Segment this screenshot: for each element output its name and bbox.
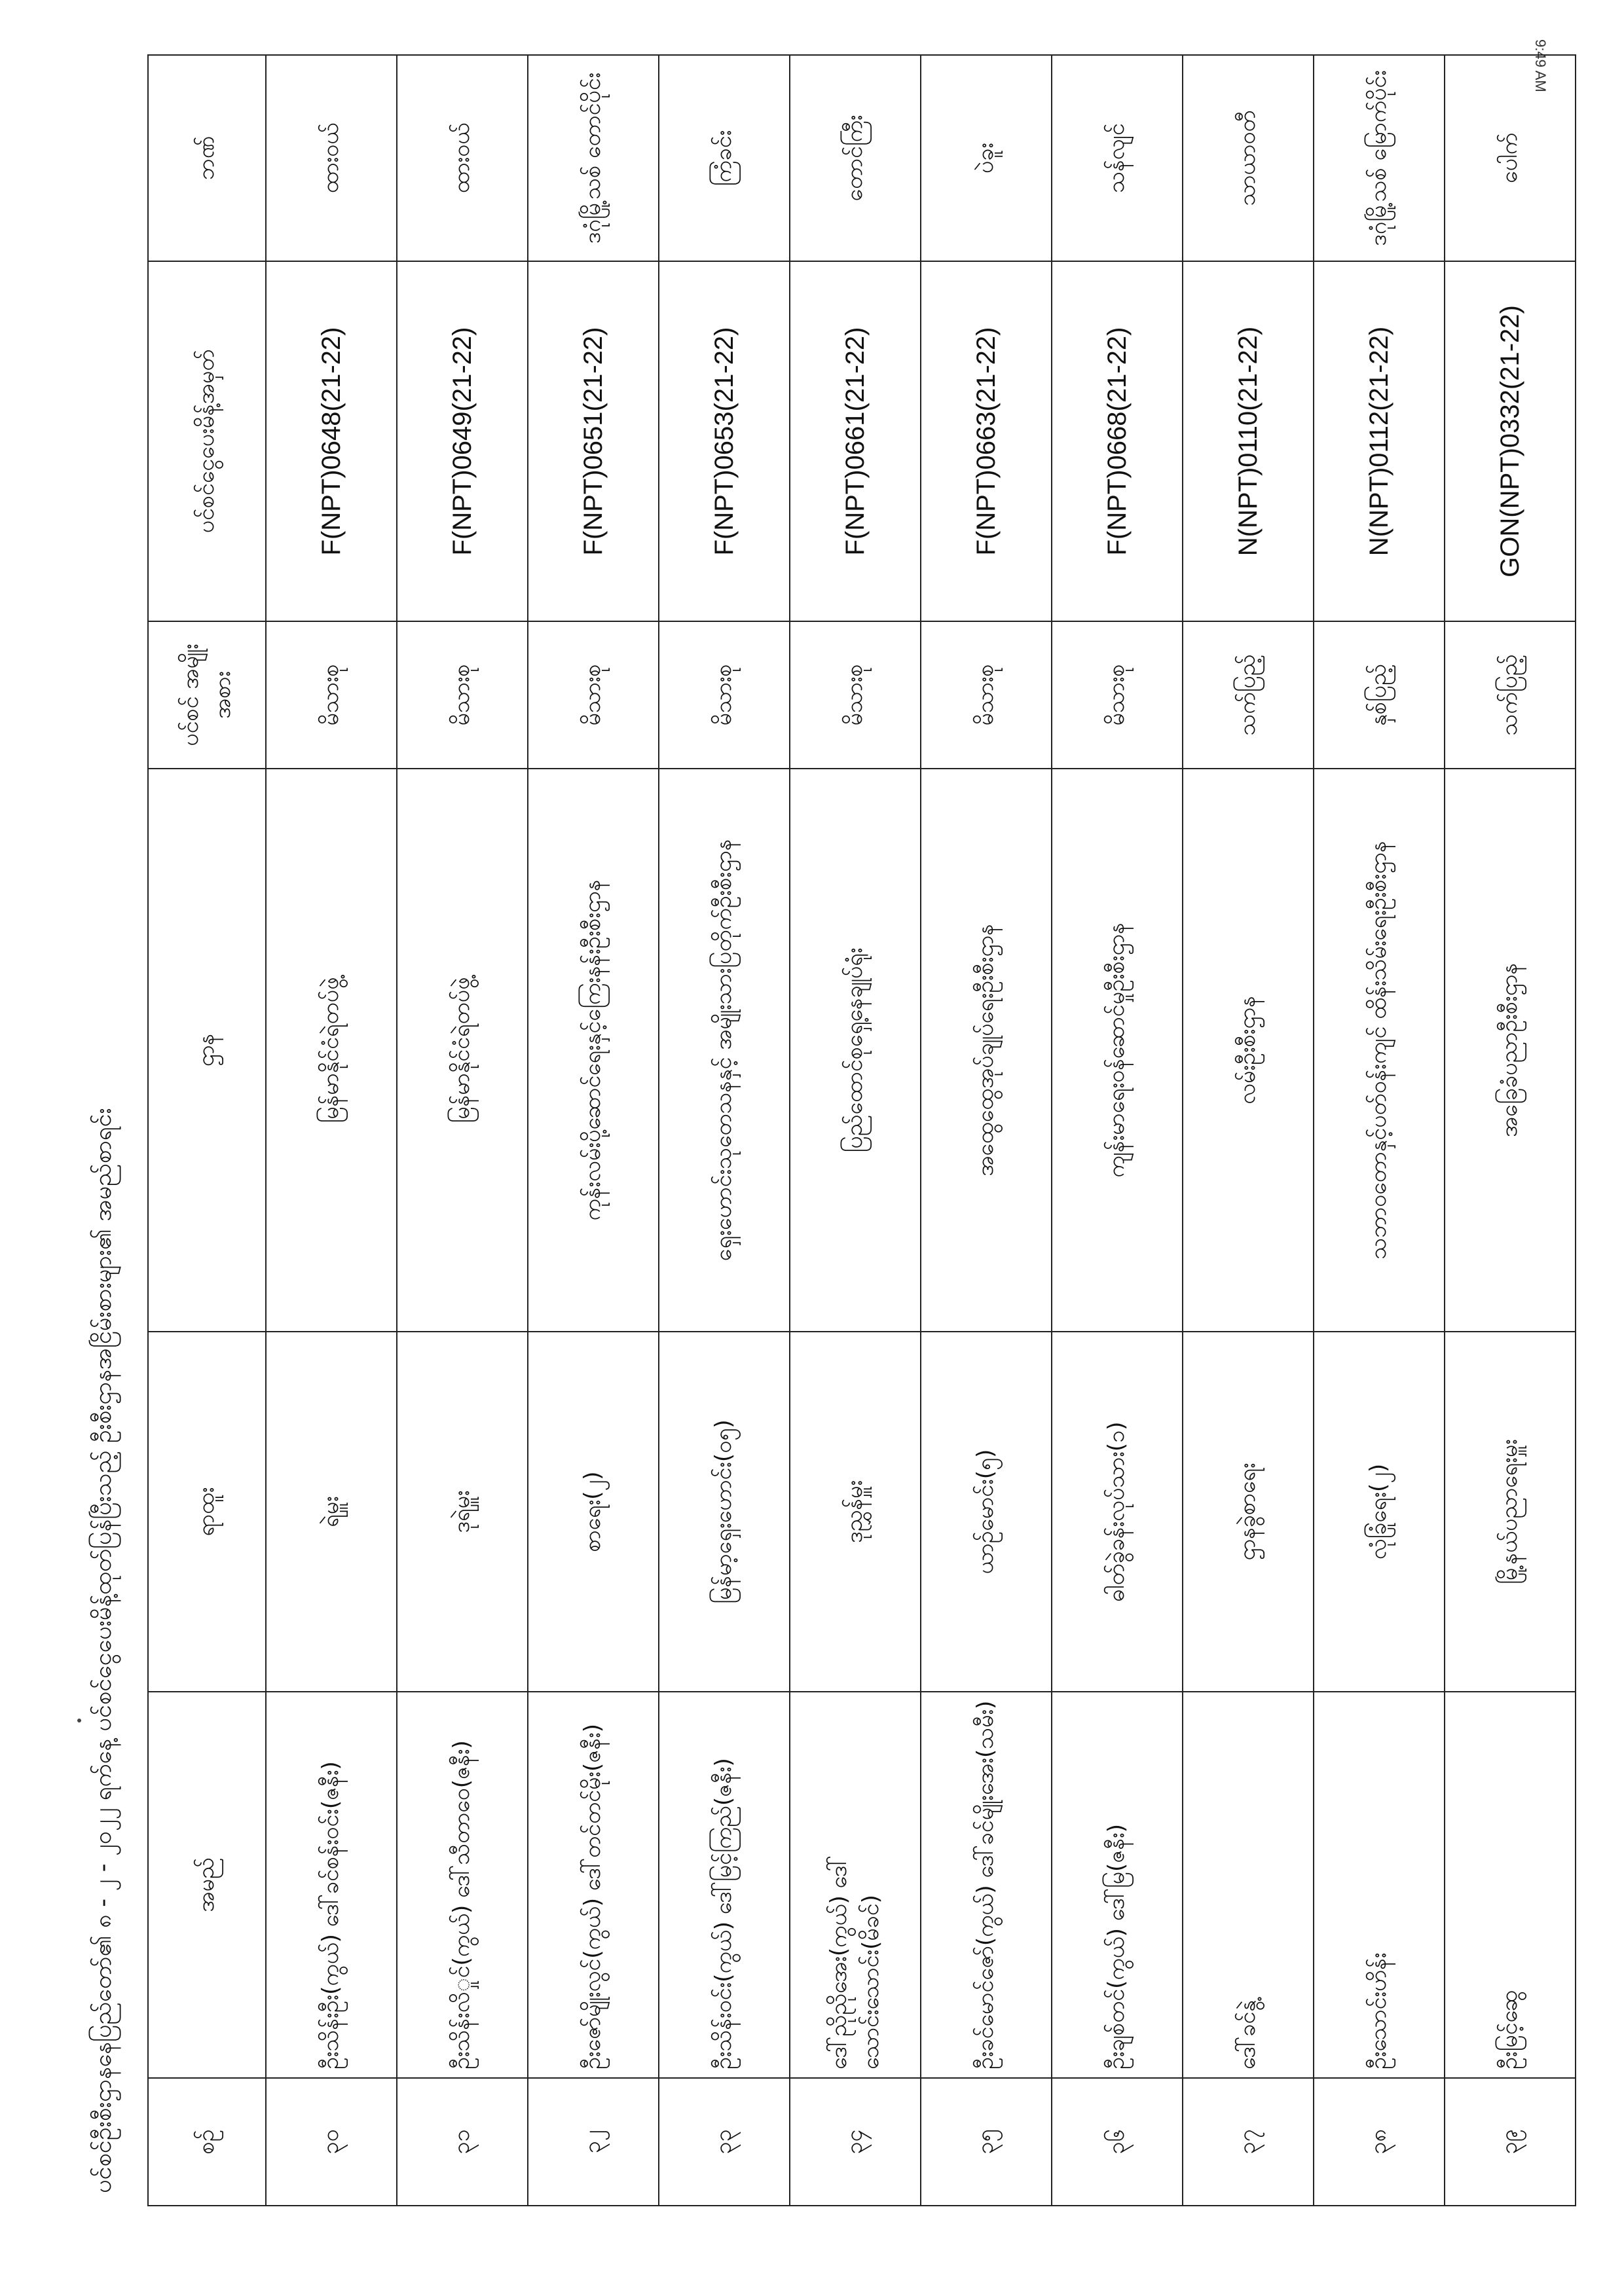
- col-header-rank: ရာထူး: [148, 1332, 266, 1692]
- row-rank: မြန်မာ့ရှေးဟောင်း(ဝ၅): [659, 1332, 790, 1692]
- row-no: ၃၄: [790, 2078, 921, 2206]
- col-header-department: ဌာန: [148, 769, 266, 1332]
- row-no: ၃၃: [659, 2078, 790, 2206]
- table-row: [397, 55, 528, 2206]
- row-name: ဦးဇော်မျိုးလွင်(ကွယ်) ဒေါ်တင်တင်မိုး(ဇနီး): [528, 1692, 659, 2078]
- row-name: ဦးသောင်းဟိန်း: [1314, 1692, 1445, 2078]
- col-header-bank: ဘဏ်: [148, 55, 266, 261]
- table-row: [1445, 55, 1576, 2206]
- row-department: သဘာဝတောနှင့်ပတ်ဝန်းကျင် ထိန်းသိမ်းရေးဦးစီးဌာန: [1314, 769, 1445, 1332]
- row-pension-type: သက်ပြည့်: [1445, 621, 1576, 769]
- row-no: ၃၇: [1183, 2078, 1314, 2206]
- col-header-name: အမည်: [148, 1692, 266, 2078]
- row-order-number: F(NPT)0651(21-22): [528, 261, 659, 621]
- row-bank: ဒဂုံမြို့သစ် တောင်ပိုင်း: [528, 55, 659, 261]
- row-pension-type: မိသားစု: [528, 621, 659, 769]
- document-title: ပင်စင်ဦးစီးဌာနနေပြည်တော်၏ ၈ - ၂ - ၂၀၂၂ ရက်နေ့ ပင်စင်ငွေပေးမိန့်ထုတ်ပြန်ပြီးသည့် ဦးစီးဌာနအငြိမ်းစားများ၏ အမည်စာရင်း: [90, 1108, 117, 2193]
- row-order-number: F(NPT)0663(21-22): [921, 261, 1052, 621]
- table-row: [528, 55, 659, 2206]
- row-name: ဦးမြင့်ဆွေ: [1445, 1692, 1576, 2078]
- row-rank: ဌာနခွဲစာရေး: [1183, 1332, 1314, 1692]
- row-order-number: F(NPT)0668(21-22): [1052, 261, 1183, 621]
- row-rank: ရဲမှူး: [266, 1332, 397, 1692]
- row-department: လမ်းဦးစီးဌာန: [1183, 769, 1314, 1332]
- row-order-number: F(NPT)0648(21-22): [266, 261, 397, 621]
- col-header-pension-type: ပင်စင် အမျိုးအစား: [148, 621, 266, 769]
- row-pension-type: မိသားစု: [921, 621, 1052, 769]
- row-no: ၃၉: [1445, 2078, 1576, 2206]
- scan-timestamp: 9:49 AM: [1532, 39, 1549, 92]
- table-row: [1052, 55, 1183, 2206]
- row-bank: ထားဝယ်: [397, 55, 528, 261]
- table-row: [266, 55, 397, 2206]
- table-row: [921, 55, 1052, 2206]
- row-bank: ထားဝယ်: [266, 55, 397, 261]
- row-pension-type: မိသားစု: [266, 621, 397, 769]
- row-name: ဦးချစ်တင်(ကွယ်) ဒေါ်မြ(ဇနီး): [1052, 1692, 1183, 2078]
- row-pension-type: မိသားစု: [1052, 621, 1183, 769]
- row-department: ကုန်းလမ်းပို့ဆောင်ရေးနှင့်ကြေးနန်းဦးစီးဌာန: [528, 769, 659, 1332]
- row-name: ဦးခင်မောင်ဇော်(ကွယ်) ဒေါ်ခင်မျိုးအေး(သမီး): [921, 1692, 1052, 2078]
- row-rank: ဒုရဲမှူး: [397, 1332, 528, 1692]
- row-bank: ဒဂုံမြို့သစ် မြောက်ပိုင်း: [1314, 55, 1445, 261]
- row-bank: သန်လျင်: [1052, 55, 1183, 261]
- col-header-no: စဉ်: [148, 2078, 266, 2206]
- row-bank: သာယာဝတီ: [1183, 55, 1314, 261]
- row-department: မြန်မာနိုင်ငံရဲတပ်ဖွဲ့: [397, 769, 528, 1332]
- row-department: ပြည်ထောင်စုရှေ့နေချုပ်ရုံး: [790, 769, 921, 1332]
- rotated-page: [72, 56, 1524, 2206]
- row-no: ၃၁: [397, 2078, 528, 2206]
- pension-table: [147, 54, 1576, 2206]
- row-name: ဦးသိန်းဦး(ကွယ်) ဒေါ်ခင်စန်းဝင်း(ဇနီး): [266, 1692, 397, 2078]
- row-department: အထွေထွေအုပ်ချုပ်ရေးဦးစီးဌာန: [921, 769, 1052, 1332]
- row-name: ဦးသိန်းလိှုင်(ကွယ်) ဒေါ်သီတာဝေ(ဇနီး): [397, 1692, 528, 2078]
- row-department: ကျန်းမာရေးဝန်ဆောင်မှုဦးစီးဌာန: [1052, 769, 1183, 1332]
- row-pension-type: မိသားစု: [397, 621, 528, 769]
- row-no: ၃၀: [266, 2078, 397, 2206]
- row-name: ဒေါ်ညိုညိုအေး(ကွယ်) ဒေါ်သောင်းသောင်း(မိခင်): [790, 1692, 921, 2078]
- table-row: [790, 55, 921, 2206]
- row-rank: ဓါတ်ခွဲခန်းလုပ်သား(၁): [1052, 1332, 1183, 1692]
- row-no: ၃၈: [1314, 2078, 1445, 2206]
- row-department: အခြေခံပညာဦးစီးဌာန: [1445, 769, 1576, 1332]
- row-pension-type: မိသားစု: [659, 621, 790, 769]
- row-order-number: N(NPT)0112(21-22): [1314, 261, 1445, 621]
- row-pension-type: နှစ်ပြည့်: [1314, 621, 1445, 769]
- row-bank: ပဲခူး: [921, 55, 1052, 261]
- row-no: ၃၂: [528, 2078, 659, 2206]
- row-bank: တောင်ကြီး: [790, 55, 921, 261]
- row-pension-type: မိသားစု: [790, 621, 921, 769]
- col-header-order-number: ပင်စင်ငွေပေးမိန့်အမှတ်: [148, 261, 266, 621]
- row-rank: စာရေး(၂): [528, 1332, 659, 1692]
- table-row: [1183, 55, 1314, 2206]
- row-department: မြန်မာနိုင်ငံရဲတပ်ဖွဲ့: [266, 769, 397, 1332]
- row-order-number: F(NPT)0649(21-22): [397, 261, 528, 621]
- table-row: [659, 55, 790, 2206]
- row-bank: ပေါက်: [1445, 55, 1576, 261]
- row-rank: ယာဉ်မောင်း(၅): [921, 1332, 1052, 1692]
- row-order-number: F(NPT)0653(21-22): [659, 261, 790, 621]
- row-no: ၃၆: [1052, 2078, 1183, 2206]
- row-rank: ဒုညွှန်မှူး: [790, 1332, 921, 1692]
- row-rank: လုံခြုံရေး(၂): [1314, 1332, 1445, 1692]
- row-bank: ကြံခင်း: [659, 55, 790, 261]
- row-order-number: F(NPT)0661(21-22): [790, 261, 921, 621]
- row-rank: မြို့နယ်ပညာရေးမှူး: [1445, 1332, 1576, 1692]
- row-no: ၃၅: [921, 2078, 1052, 2206]
- row-pension-type: သက်ပြည့်: [1183, 621, 1314, 769]
- row-name: ဦးသိန်းဝင်း(ကွယ်) ဒေါ်မြင့်ကြည်(ဇနီး): [659, 1692, 790, 2078]
- row-order-number: N(NPT)0110(21-22): [1183, 261, 1314, 621]
- row-order-number: GON(NPT)0332(21-22): [1445, 261, 1576, 621]
- table-row: [1314, 55, 1445, 2206]
- row-department: ရှေးဟောင်းသုတေသနနှင့် အမျိုးသားပြတိုက်ဦးစီးဌာန: [659, 769, 790, 1332]
- table-header-row: [148, 55, 266, 2206]
- row-name: ဒေါ်ခင်နွဲ့: [1183, 1692, 1314, 2078]
